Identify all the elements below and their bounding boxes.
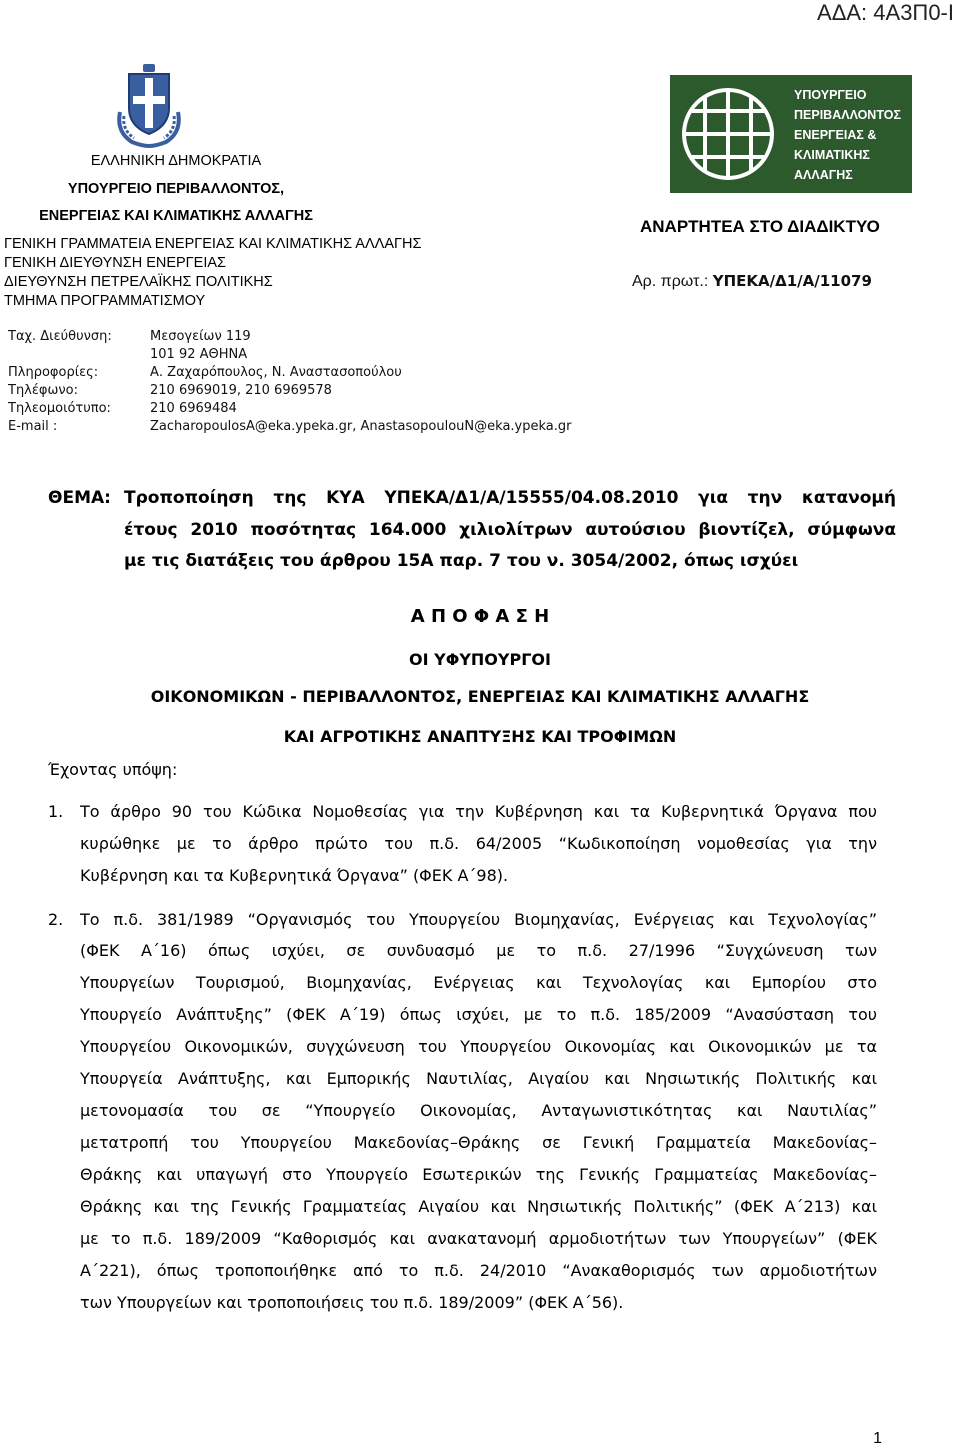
header-ministry-line1: ΥΠΟΥΡΓΕΙΟ ΠΕΡΙΒΑΛΛΟΝΤΟΣ, bbox=[67, 181, 285, 197]
protocol-value: ΥΠΕΚΑ/Δ1/Α/11079 bbox=[712, 272, 872, 290]
considering-label: Έχοντας υπόψη: bbox=[48, 760, 178, 779]
item-2-line-2: (ΦΕΚ Α΄16) όπως ισχύει, σε συνδυασμό με το π.δ. 27/1996 “Συγχώνευση των bbox=[80, 941, 877, 960]
item-2-line-11: με το π.δ. 189/2009 “Καθορισμός και ανακατανομή αρμοδιοτήτων των Υπουργείων” (ΦΕΚ bbox=[80, 1229, 877, 1248]
page-number: 1 bbox=[873, 1430, 882, 1447]
ada-code: ΑΔΑ: 4Α3Π0-Ι bbox=[817, 0, 954, 25]
item-2-line-10: Θράκης και της Γενικής Γραμματείας Αιγαίου και Νησιωτικής Πολιτικής” (ΦΕΚ Α΄213) και bbox=[80, 1197, 877, 1216]
protocol-number bbox=[632, 272, 872, 291]
address-line2: 101 92 ΑΘΗΝΑ bbox=[150, 347, 248, 362]
logo-text-3: ΕΝΕΡΓΕΙΑΣ & bbox=[794, 128, 877, 142]
item-1-line-2: κυρώθηκε με το άρθρο πρώτο του π.δ. 64/2005 “Κωδικοποίηση νομοθεσίας για την bbox=[80, 834, 877, 853]
email-label: E-mail : bbox=[8, 419, 58, 434]
logo-text-2: ΠΕΡΙΒΑΛΛΟΝΤΟΣ bbox=[794, 108, 901, 122]
item-2-line-8: μετατροπή του Υπουργείου Μακεδονίας–Θράκης σε Γενική Γραμματεία Μακεδονίας– bbox=[80, 1133, 877, 1152]
decision-title: Α Π Ο Φ Α Σ Η bbox=[410, 606, 550, 627]
header-directorate: ΔΙΕΥΘΥΝΣΗ ΠΕΤΡΕΛΑΪΚΗΣ ΠΟΛΙΤΙΚΗΣ bbox=[4, 274, 273, 290]
item-2-line-3: Υπουργείων Τουρισμού, Βιομηχανίας, Ενέργειας και Τεχνολογίας και Εμπορίου στο bbox=[80, 973, 877, 992]
header-republic: ΕΛΛΗΝΙΚΗ ΔΗΜΟΚΡΑΤΙΑ bbox=[90, 153, 262, 169]
header-gen-secretariat: ΓΕΝΙΚΗ ΓΡΑΜΜΑΤΕΙΑ ΕΝΕΡΓΕΙΑΣ ΚΑΙ ΚΛΙΜΑΤΙΚΗΣ ΑΛΛΑΓΗΣ bbox=[4, 236, 422, 252]
header-ministry-line2: ΕΝΕΡΓΕΙΑΣ ΚΑΙ ΚΛΙΜΑΤΙΚΗΣ ΑΛΛΑΓΗΣ bbox=[39, 208, 313, 224]
subject-line1: Τροποποίηση της ΚΥΑ ΥΠΕΚΑ/Δ1/Α/15555/04.08.2010 για την κατανομή bbox=[124, 488, 896, 508]
item-2-line-6: Υπουργεία Ανάπτυξης, και Εμπορικής Ναυτιλίας, Αιγαίου και Νησιωτικής Πολιτικής και bbox=[80, 1069, 877, 1088]
item-2-line-5: Υπουργείου Οικονομικών, συγχώνευση του Υπουργείου Οικονομίας και Οικονομικών με τα bbox=[80, 1037, 877, 1056]
ministry-logo bbox=[670, 75, 912, 193]
decision-ministries-line2: ΚΑΙ ΑΓΡΟΤΙΚΗΣ ΑΝΑΠΤΥΞΗΣ ΚΑΙ ΤΡΟΦΙΜΩΝ bbox=[283, 727, 677, 746]
item-2-line-9: Θράκης και υπαγωγή στο Υπουργείο Εσωτερικών της Γενικής Γραμματείας Μακεδονίας– bbox=[80, 1165, 877, 1184]
subject-line2: έτους 2010 ποσότητας 164.000 χιλιολίτρων αυτούσιου βιοντίζελ, σύμφωνα bbox=[124, 520, 896, 540]
info-value: Α. Ζαχαρόπουλος, Ν. Αναστασοπούλου bbox=[150, 365, 402, 380]
item-1-number: 1. bbox=[48, 802, 64, 821]
phone-value: 210 6969019, 210 6969578 bbox=[150, 383, 332, 398]
item-2-line-12: Α΄221), όπως τροποποιήθηκε από το π.δ. 24/2010 “Ανακαθορισμός των αρμοδιοτήτων bbox=[80, 1261, 877, 1280]
decision-ministers: ΟΙ ΥΦΥΠΟΥΡΓΟΙ bbox=[409, 650, 551, 669]
item-2-line-1: Το π.δ. 381/1989 “Οργανισμός του Υπουργείου Βιομηχανίας, Ενέργειας και Τεχνολογίας” bbox=[80, 910, 877, 929]
header-department: ΤΜΗΜΑ ΠΡΟΓΡΑΜΜΑΤΙΣΜΟΥ bbox=[4, 293, 206, 309]
item-2-line-4: Υπουργείο Ανάπτυξης” (ΦΕΚ Α΄19) όπως ισχύει, με το π.δ. 185/2009 “Ανασύσταση του bbox=[80, 1005, 877, 1024]
item-2-line-13: των Υπουργείων και τροποποιήσεις του π.δ. 189/2009” (ΦΕΚ Α΄56). bbox=[80, 1293, 624, 1312]
phone-label: Τηλέφωνο: bbox=[8, 383, 78, 398]
protocol-label: Αρ. πρωτ.: bbox=[632, 273, 709, 290]
greek-emblem-icon bbox=[112, 62, 186, 148]
header-gen-directorate: ΓΕΝΙΚΗ ΔΙΕΥΘΥΝΣΗ ΕΝΕΡΓΕΙΑΣ bbox=[4, 255, 226, 271]
subject-line3: με τις διατάξεις του άρθρου 15Α παρ. 7 του ν. 3054/2002, όπως ισχύει bbox=[124, 551, 799, 571]
logo-text-4: ΚΛΙΜΑΤΙΚΗΣ bbox=[794, 148, 870, 162]
logo-symbol-icon bbox=[684, 90, 772, 178]
subject-label: ΘΕΜΑ: bbox=[48, 488, 111, 508]
decision-ministries-line1: ΟΙΚΟΝΟΜΙΚΩΝ - ΠΕΡΙΒΑΛΛΟΝΤΟΣ, ΕΝΕΡΓΕΙΑΣ ΚΑΙ ΚΛΙΜΑΤΙΚΗΣ ΑΛΛΑΓΗΣ bbox=[150, 687, 810, 706]
item-2-number: 2. bbox=[48, 910, 64, 929]
posted-online-notice: ΑΝΑΡΤΗΤΕΑ ΣΤΟ ΔΙΑΔΙΚΤΥΟ bbox=[640, 217, 880, 236]
fax-value: 210 6969484 bbox=[150, 401, 237, 416]
logo-text-5: ΑΛΛΑΓΗΣ bbox=[794, 168, 853, 182]
fax-label: Τηλεομοιότυπο: bbox=[8, 401, 111, 416]
item-1-line-3: Κυβέρνηση και τα Κυβερνητικά Όργανα” (ΦΕΚ Α΄98). bbox=[80, 866, 509, 885]
address-label: Ταχ. Διεύθυνση: bbox=[8, 329, 112, 344]
item-2-line-7: μετονομασία του σε “Υπουργείο Οικονομίας, Ανταγωνιστικότητας και Ναυτιλίας” bbox=[80, 1101, 877, 1120]
item-1-line-1: Το άρθρο 90 του Κώδικα Νομοθεσίας για την Κυβέρνηση και τα Κυβερνητικά Όργανα που bbox=[80, 802, 877, 821]
info-label: Πληροφορίες: bbox=[8, 365, 99, 380]
address-line1: Μεσογείων 119 bbox=[150, 329, 251, 344]
email-value: ZacharopoulosA@eka.ypeka.gr, AnastasopoulouN@eka.ypeka.gr bbox=[150, 419, 572, 434]
logo-text-1: ΥΠΟΥΡΓΕΙΟ bbox=[794, 88, 867, 102]
